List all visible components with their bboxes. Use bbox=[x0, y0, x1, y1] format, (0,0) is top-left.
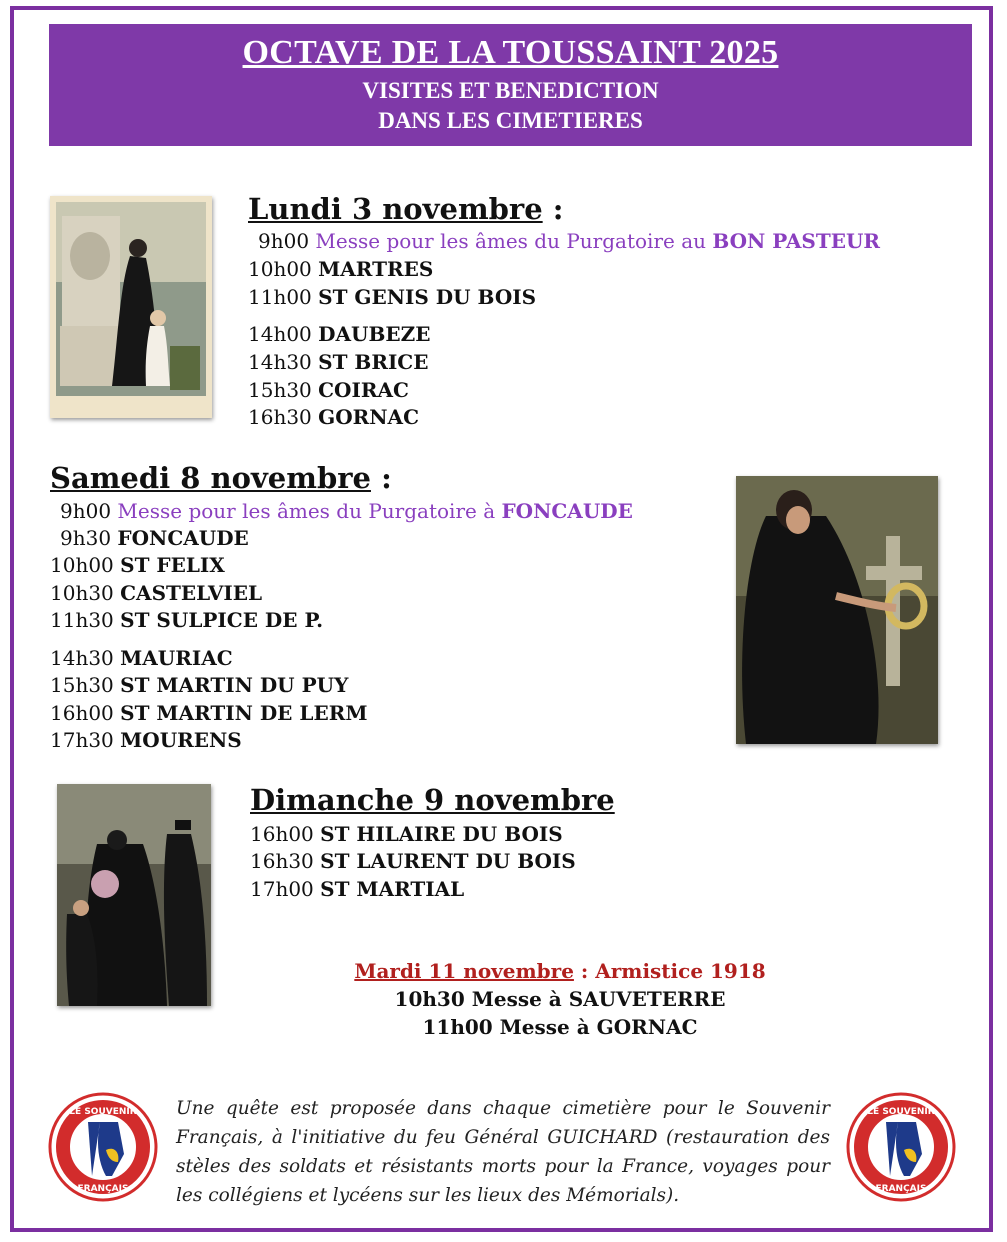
day-heading-lundi: Lundi 3 novembre : bbox=[248, 192, 564, 226]
schedule-row: 11h00 ST GENIS DU BOIS bbox=[248, 285, 537, 309]
page-subtitle-1: VISITES ET BENEDICTION bbox=[362, 78, 659, 103]
day-heading-samedi: Samedi 8 novembre : bbox=[50, 461, 392, 495]
painting-cross-image bbox=[736, 476, 938, 744]
souvenir-francais-logo bbox=[846, 1092, 956, 1202]
schedule-row: 15h30 COIRAC bbox=[248, 378, 409, 402]
engraving-grave-image bbox=[50, 196, 212, 418]
day-heading-dimanche: Dimanche 9 novembre bbox=[250, 783, 615, 817]
page-title: OCTAVE DE LA TOUSSAINT 2025 bbox=[242, 34, 779, 71]
schedule-row: 15h30 ST MARTIN DU PUY bbox=[50, 673, 349, 697]
schedule-row: 17h30 MOURENS bbox=[50, 728, 242, 752]
schedule-row: 10h00 ST FELIX bbox=[50, 553, 225, 577]
schedule-row: 9h00 Messe pour les âmes du Purgatoire à FONCAUDE bbox=[60, 499, 633, 523]
svg-text:FRANÇAIS: FRANÇAIS bbox=[875, 1184, 927, 1194]
schedule-row: 16h30 ST LAURENT DU BOIS bbox=[250, 849, 576, 873]
schedule-row: 9h30 FONCAUDE bbox=[60, 526, 249, 550]
schedule-row: 10h30 CASTELVIEL bbox=[50, 581, 263, 605]
armistice-heading: Mardi 11 novembre : Armistice 1918 bbox=[354, 959, 766, 983]
schedule-row: 14h30 ST BRICE bbox=[248, 350, 429, 374]
schedule-row: 16h00 ST HILAIRE DU BOIS bbox=[250, 822, 563, 846]
svg-text:LE SOUVENIR: LE SOUVENIR bbox=[867, 1107, 935, 1117]
schedule-row: 16h00 ST MARTIN DE LERM bbox=[50, 701, 368, 725]
header-banner bbox=[49, 24, 972, 146]
schedule-row: 11h30 ST SULPICE DE P. bbox=[50, 608, 324, 632]
armistice-line-1: 10h30 Messe à SAUVETERRE bbox=[394, 987, 726, 1011]
svg-text:FRANÇAIS: FRANÇAIS bbox=[77, 1184, 129, 1194]
schedule-row: 14h30 MAURIAC bbox=[50, 646, 233, 670]
schedule-row: 17h00 ST MARTIAL bbox=[250, 877, 465, 901]
schedule-row: 9h00 Messe pour les âmes du Purgatoire au BON PASTEUR bbox=[258, 229, 881, 253]
quete-paragraph: Une quête est proposée dans chaque cimetière pour le Souvenir Français, à l'initiative du feu Général GUICHARD (restauration des stèles des soldats et résistants morts pour la France, voyages pour les collégiens et lycéens sur les lieux des Mémorials). bbox=[176, 1098, 830, 1206]
armistice-line-2: 11h00 Messe à GORNAC bbox=[422, 1015, 698, 1039]
schedule-row: 10h00 MARTRES bbox=[248, 257, 434, 281]
souvenir-francais-logo bbox=[48, 1092, 158, 1202]
schedule-row: 16h30 GORNAC bbox=[248, 405, 419, 429]
page-subtitle-2: DANS LES CIMETIERES bbox=[378, 108, 643, 133]
schedule-row: 14h00 DAUBEZE bbox=[248, 322, 431, 346]
svg-text:LE SOUVENIR: LE SOUVENIR bbox=[69, 1107, 137, 1117]
painting-procession-image bbox=[57, 784, 211, 1006]
